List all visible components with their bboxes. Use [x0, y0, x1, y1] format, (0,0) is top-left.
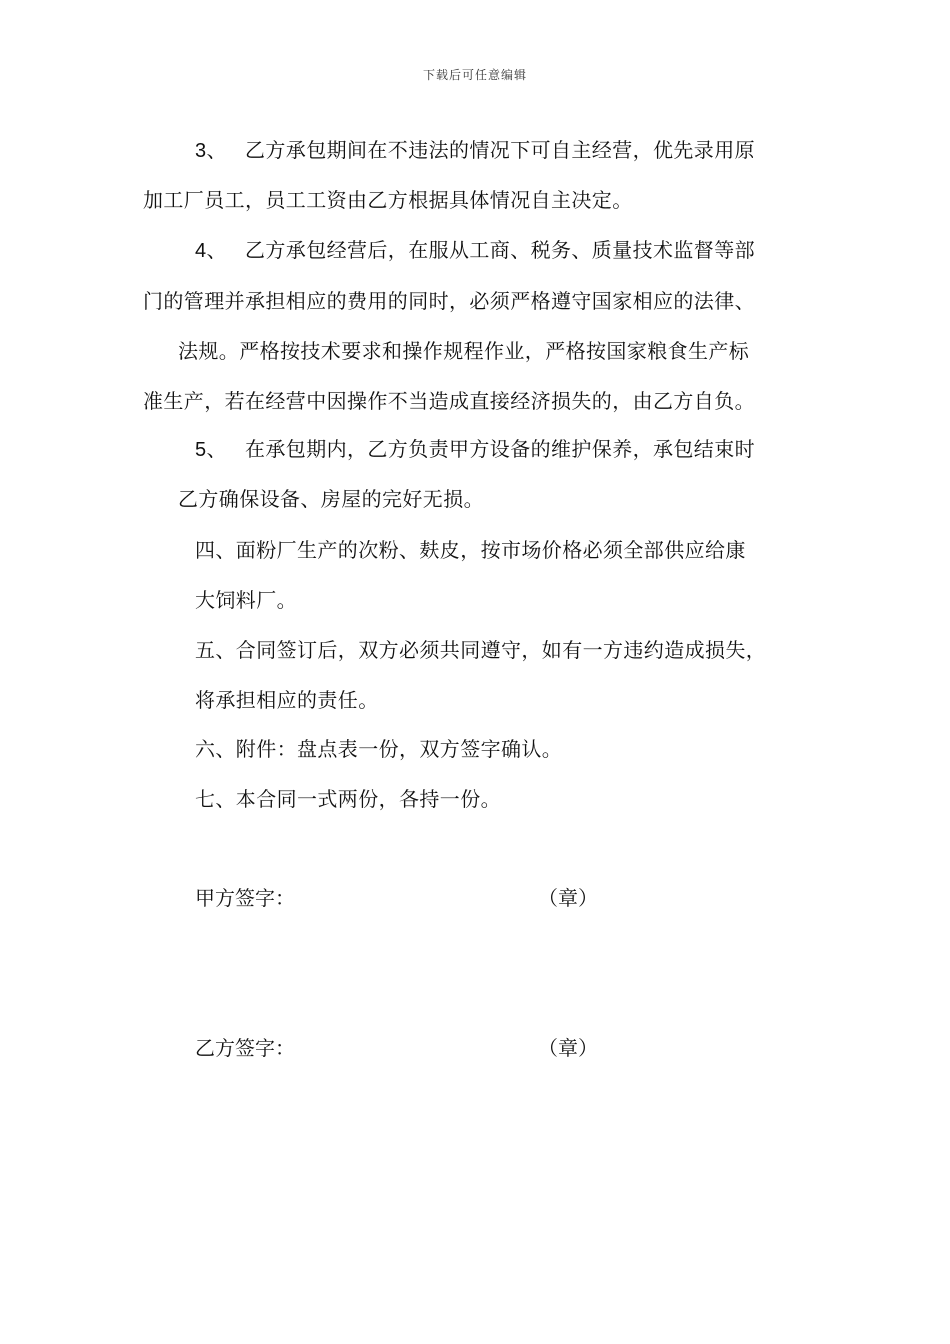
item-4-text-1: 乙方承包经营后，在服从工商、税务、质量技术监督等部: [245, 238, 755, 262]
party-a-seal: （章）: [538, 886, 598, 910]
item-4-number: 4、: [195, 240, 227, 262]
clause-6-line-1: 六、附件：盘点表一份，双方签字确认。: [195, 737, 563, 761]
party-a-signature-label: 甲方签字：: [195, 886, 295, 910]
item-5-number: 5、: [195, 439, 227, 461]
clause-5-line-1: 五、合同签订后，双方必须共同遵守，如有一方违约造成损失，: [195, 638, 767, 662]
clause-4-line-1: 四、面粉厂生产的次粉、麸皮，按市场价格必须全部供应给康: [195, 538, 746, 562]
item-4-line-1: [195, 238, 755, 263]
party-b-signature-label: 乙方签字：: [195, 1036, 295, 1060]
item-5-line-2: 乙方确保设备、房屋的完好无损。: [178, 487, 484, 511]
item-4-line-3: 法规。严格按技术要求和操作规程作业，严格按国家粮食生产标: [178, 339, 750, 363]
item-5-line-1: [195, 437, 755, 462]
item-5-text-1: 在承包期内，乙方负责甲方设备的维护保养，承包结束时: [245, 437, 755, 461]
clause-5-line-2: 将承担相应的责任。: [195, 688, 379, 712]
clause-7-line-1: 七、本合同一式两份，各持一份。: [195, 787, 501, 811]
item-3-line-2: 加工厂员工，员工工资由乙方根据具体情况自主决定。: [143, 188, 633, 212]
item-4-line-4: 准生产，若在经营中因操作不当造成直接经济损失的，由乙方自负。: [143, 389, 755, 413]
item-3-number: 3、: [195, 140, 227, 162]
item-3-text-1: 乙方承包期间在不违法的情况下可自主经营，优先录用原: [245, 138, 755, 162]
party-b-seal: （章）: [538, 1036, 598, 1060]
clause-4-line-2: 大饲料厂。: [195, 588, 297, 612]
item-3-line-1: [195, 138, 755, 163]
page-header: 下载后可任意编辑: [422, 68, 527, 82]
item-4-line-2: 门的管理并承担相应的费用的同时，必须严格遵守国家相应的法律、: [143, 289, 755, 313]
